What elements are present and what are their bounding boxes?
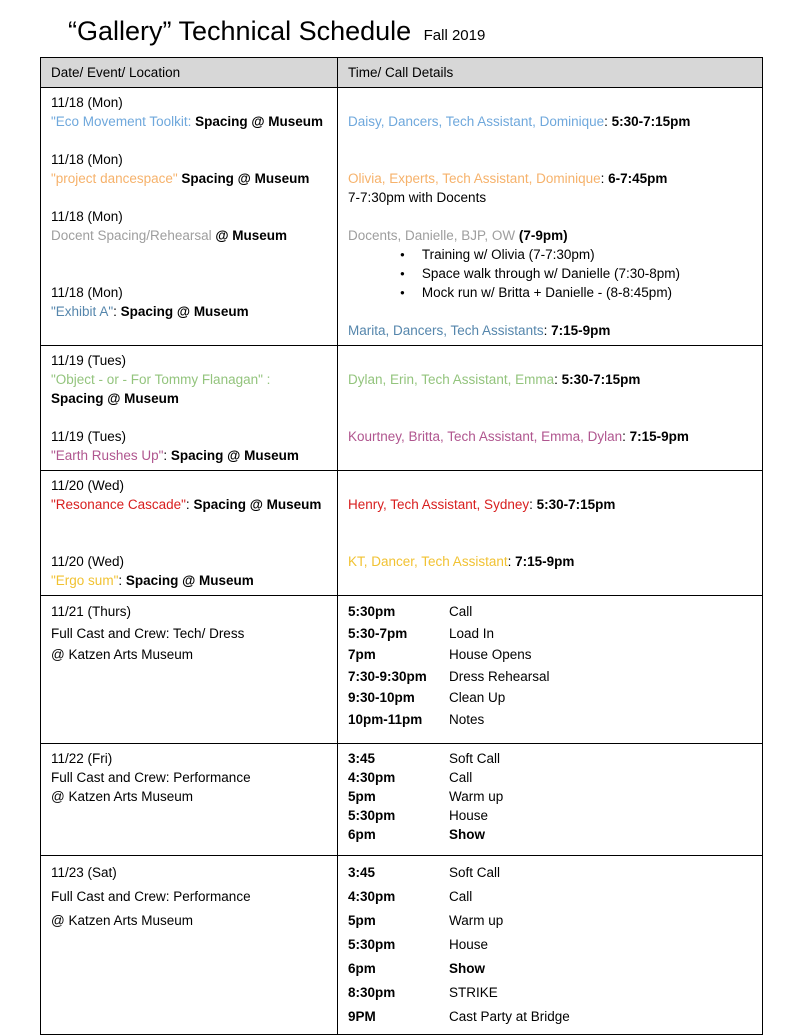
text-segment: @ Museum xyxy=(215,228,288,243)
time-call-details-cell xyxy=(338,856,763,1035)
blank-line xyxy=(348,389,752,408)
blank-line xyxy=(51,533,327,552)
table-row xyxy=(41,471,763,596)
header-date-event-location: Date/ Event/ Location xyxy=(41,58,338,88)
text-line xyxy=(51,389,327,408)
schedule-time: 7pm xyxy=(348,647,376,662)
text-line xyxy=(51,370,327,389)
schedule-time: 4:30pm xyxy=(348,889,396,904)
schedule-label: Call xyxy=(449,604,473,619)
text-segment: Spacing @ Museum xyxy=(195,114,324,129)
schedule-line xyxy=(348,981,752,1005)
text-segment: 11/20 (Wed) xyxy=(51,554,125,569)
schedule-label: Soft Call xyxy=(449,751,501,766)
blank-line xyxy=(348,514,752,533)
text-segment: 5:30-7:15pm xyxy=(536,497,616,512)
text-segment: Dylan, Erin, Tech Assistant, Emma xyxy=(348,372,555,387)
bullet-line xyxy=(348,245,752,264)
text-segment: Marita, Dancers, Tech Assistants xyxy=(348,323,544,338)
schedule-time: 5:30pm xyxy=(348,604,396,619)
table-row xyxy=(41,596,763,744)
text-segment: "Resonance Cascade" xyxy=(51,497,186,512)
schedule-line xyxy=(348,666,752,688)
text-segment: : xyxy=(118,573,126,588)
header-row xyxy=(41,58,763,88)
text-segment: 11/19 (Tues) xyxy=(51,353,127,368)
text-segment: 11/23 (Sat) xyxy=(51,865,117,880)
text-segment: Spacing @ Museum xyxy=(193,497,322,512)
text-segment: Spacing @ Museum xyxy=(125,573,254,588)
blank-line xyxy=(51,264,327,283)
date-event-location-cell xyxy=(41,88,338,346)
date-event-location-cell xyxy=(41,856,338,1035)
date-event-location-cell xyxy=(41,596,338,744)
schedule-line xyxy=(348,709,752,731)
schedule-line xyxy=(348,957,752,981)
blank-line xyxy=(51,131,327,150)
schedule-time: 9:30-10pm xyxy=(348,690,415,705)
text-segment: 11/22 (Fri) xyxy=(51,751,113,766)
bullet-line xyxy=(348,283,752,302)
text-line xyxy=(51,571,327,590)
text-line xyxy=(51,446,327,465)
text-segment: : xyxy=(622,429,630,444)
text-line xyxy=(51,226,327,245)
schedule-line xyxy=(348,787,752,806)
schedule-time: 9PM xyxy=(348,1009,376,1024)
text-segment: 7-7:30pm with Docents xyxy=(348,190,487,205)
text-segment: "project dancespace" xyxy=(51,171,182,186)
schedule-line xyxy=(348,933,752,957)
text-segment: 5:30-7:15pm xyxy=(561,372,641,387)
text-segment: 11/18 (Mon) xyxy=(51,285,123,300)
text-line xyxy=(51,302,327,321)
schedule-line xyxy=(348,687,752,709)
schedule-label: Call xyxy=(449,770,473,785)
table-header xyxy=(41,58,763,88)
schedule-time: 10pm-11pm xyxy=(348,711,423,727)
schedule-label: Load In xyxy=(449,625,495,641)
text-segment: "Exhibit A" xyxy=(51,304,114,319)
bullet-text: Mock run w/ Britta + Danielle - (8-8:45pm) xyxy=(421,285,673,300)
table-row xyxy=(41,744,763,856)
text-segment: 11/21 (Thurs) xyxy=(51,604,132,619)
schedule-label: Call xyxy=(449,889,473,904)
text-line xyxy=(51,150,327,169)
header-time-call-details: Time/ Call Details xyxy=(338,58,763,88)
schedule-label: Notes xyxy=(449,711,485,727)
schedule-line xyxy=(348,749,752,768)
schedule-label: Dress Rehearsal xyxy=(449,668,550,684)
page-subtitle: Fall 2019 xyxy=(423,27,486,44)
text-line xyxy=(51,787,327,806)
text-segment: Full Cast and Crew: Tech/ Dress xyxy=(51,625,245,641)
text-segment: Daisy, Dancers, Tech Assistant, Dominique xyxy=(348,114,605,129)
text-segment: Full Cast and Crew: Performance xyxy=(51,770,251,785)
date-event-location-cell xyxy=(41,471,338,596)
bullet-line xyxy=(348,264,752,283)
text-segment: : xyxy=(604,114,612,129)
text-line xyxy=(348,226,752,245)
date-event-location-cell xyxy=(41,346,338,471)
text-segment: @ Katzen Arts Museum xyxy=(51,789,194,804)
text-line xyxy=(51,768,327,787)
text-segment: Full Cast and Crew: Performance xyxy=(51,889,251,904)
text-line xyxy=(51,601,327,623)
text-line xyxy=(348,169,752,188)
schedule-time: 8:30pm xyxy=(348,985,396,1000)
schedule-time: 5pm xyxy=(348,789,376,804)
text-segment: 5:30-7:15pm xyxy=(611,114,691,129)
schedule-label: Warm up xyxy=(449,789,504,804)
text-line xyxy=(51,885,327,909)
bullet-text: Space walk through w/ Danielle (7:30-8pm) xyxy=(421,266,680,281)
text-line xyxy=(51,495,327,514)
text-line xyxy=(51,749,327,768)
text-segment: : xyxy=(529,497,537,512)
schedule-time: 4:30pm xyxy=(348,770,396,785)
schedule-label: Cast Party at Bridge xyxy=(449,1009,570,1024)
bullet-icon: ● xyxy=(400,269,405,278)
schedule-time: 5:30-7pm xyxy=(348,625,408,641)
schedule-label: STRIKE xyxy=(449,985,498,1000)
schedule-line xyxy=(348,806,752,825)
blank-line xyxy=(51,188,327,207)
bullet-icon: ● xyxy=(400,250,405,259)
blank-line xyxy=(51,408,327,427)
text-line xyxy=(348,552,752,571)
blank-line xyxy=(348,351,752,370)
blank-line xyxy=(348,93,752,112)
text-segment: "Eco Movement Toolkit: xyxy=(51,114,192,129)
text-segment: "Earth Rushes Up" xyxy=(51,448,164,463)
blank-line xyxy=(348,302,752,321)
text-segment: KT, Dancer, Tech Assistant xyxy=(348,554,508,569)
text-line xyxy=(51,427,327,446)
schedule-table xyxy=(40,57,763,1035)
schedule-line xyxy=(348,909,752,933)
text-line xyxy=(51,283,327,302)
schedule-time: 6pm xyxy=(348,961,376,976)
text-line xyxy=(348,321,752,340)
text-segment: 11/19 (Tues) xyxy=(51,429,127,444)
blank-line xyxy=(51,245,327,264)
text-segment: Spacing @ Museum xyxy=(51,391,179,406)
text-segment: @ Katzen Arts Museum xyxy=(51,647,194,662)
text-line xyxy=(51,112,327,131)
text-line xyxy=(51,169,327,188)
schedule-time: 3:45 xyxy=(348,751,376,766)
text-line xyxy=(348,370,752,389)
text-segment: Docent Spacing/Rehearsal xyxy=(51,228,216,243)
text-line xyxy=(51,909,327,933)
text-line xyxy=(348,112,752,131)
text-segment: Kourtney, Britta, Tech Assistant, Emma, Dylan xyxy=(348,429,623,444)
text-line xyxy=(348,427,752,446)
schedule-table-body xyxy=(41,88,763,1035)
time-call-details-cell xyxy=(338,596,763,744)
schedule-label: House xyxy=(449,937,489,952)
text-segment: (7-9pm) xyxy=(518,228,568,243)
schedule-time: 7:30-9:30pm xyxy=(348,668,427,684)
time-call-details-cell xyxy=(338,744,763,856)
schedule-line xyxy=(348,861,752,885)
text-segment: Spacing @ Museum xyxy=(181,171,310,186)
text-segment: Olivia, Experts, Tech Assistant, Dominique xyxy=(348,171,601,186)
schedule-line xyxy=(348,885,752,909)
table-row xyxy=(41,346,763,471)
schedule-time: 3:45 xyxy=(348,865,376,880)
text-segment: 6-7:45pm xyxy=(608,171,668,186)
text-segment: 11/18 (Mon) xyxy=(51,152,123,167)
time-call-details-cell xyxy=(338,88,763,346)
text-segment: : xyxy=(163,448,171,463)
schedule-label: Soft Call xyxy=(449,865,501,880)
text-line xyxy=(51,623,327,645)
schedule-line xyxy=(348,825,752,844)
schedule-label: House xyxy=(449,808,489,823)
schedule-label: Show xyxy=(449,827,485,842)
text-segment: "Object - or - For Tommy Flanagan" : xyxy=(51,372,271,387)
blank-line xyxy=(348,476,752,495)
schedule-time: 5:30pm xyxy=(348,808,396,823)
text-segment: : xyxy=(113,304,121,319)
schedule-time: 5:30pm xyxy=(348,937,396,952)
page-title: “Gallery” Technical Schedule xyxy=(68,16,412,46)
table-row xyxy=(41,88,763,346)
text-segment: Spacing @ Museum xyxy=(120,304,249,319)
text-segment: Spacing @ Museum xyxy=(170,448,299,463)
time-call-details-cell xyxy=(338,471,763,596)
text-line xyxy=(348,188,752,207)
text-line xyxy=(51,644,327,666)
text-segment: 11/18 (Mon) xyxy=(51,209,123,224)
blank-line xyxy=(348,533,752,552)
schedule-line xyxy=(348,601,752,623)
text-segment: 11/20 (Wed) xyxy=(51,478,125,493)
text-segment: : xyxy=(185,497,194,512)
text-segment: Henry, Tech Assistant, Sydney xyxy=(348,497,530,512)
blank-line xyxy=(348,207,752,226)
schedule-label: Warm up xyxy=(449,913,504,928)
text-segment: 7:15-9pm xyxy=(629,429,689,444)
text-segment: : xyxy=(507,554,516,569)
text-segment: 11/18 (Mon) xyxy=(51,95,123,110)
schedule-time: 5pm xyxy=(348,913,376,928)
blank-line xyxy=(51,514,327,533)
schedule-line xyxy=(348,1005,752,1029)
schedule-label: House Opens xyxy=(449,647,532,662)
text-segment: Docents, Danielle, BJP, OW xyxy=(348,228,519,243)
text-segment: : xyxy=(543,323,552,338)
table-row xyxy=(41,856,763,1035)
text-segment: : xyxy=(600,171,609,186)
text-line xyxy=(51,476,327,495)
schedule-label: Show xyxy=(449,961,485,976)
bullet-icon: ● xyxy=(400,288,405,297)
schedule-time: 6pm xyxy=(348,827,376,842)
title-row xyxy=(0,0,804,57)
text-line xyxy=(51,351,327,370)
date-event-location-cell xyxy=(41,744,338,856)
text-line xyxy=(51,93,327,112)
bullet-text: Training w/ Olivia (7-7:30pm) xyxy=(421,247,595,262)
schedule-label: Clean Up xyxy=(449,690,506,705)
time-call-details-cell xyxy=(338,346,763,471)
text-segment: "Ergo sum" xyxy=(51,573,119,588)
text-segment: : xyxy=(554,372,562,387)
text-segment: 7:15-9pm xyxy=(515,554,575,569)
schedule-line xyxy=(348,768,752,787)
text-line xyxy=(51,552,327,571)
text-segment: @ Katzen Arts Museum xyxy=(51,913,194,928)
text-line xyxy=(51,861,327,885)
text-line xyxy=(348,495,752,514)
blank-line xyxy=(348,131,752,150)
schedule-line xyxy=(348,623,752,645)
text-line xyxy=(51,207,327,226)
schedule-line xyxy=(348,644,752,666)
blank-line xyxy=(348,150,752,169)
text-segment: 7:15-9pm xyxy=(551,323,611,338)
blank-line xyxy=(348,408,752,427)
